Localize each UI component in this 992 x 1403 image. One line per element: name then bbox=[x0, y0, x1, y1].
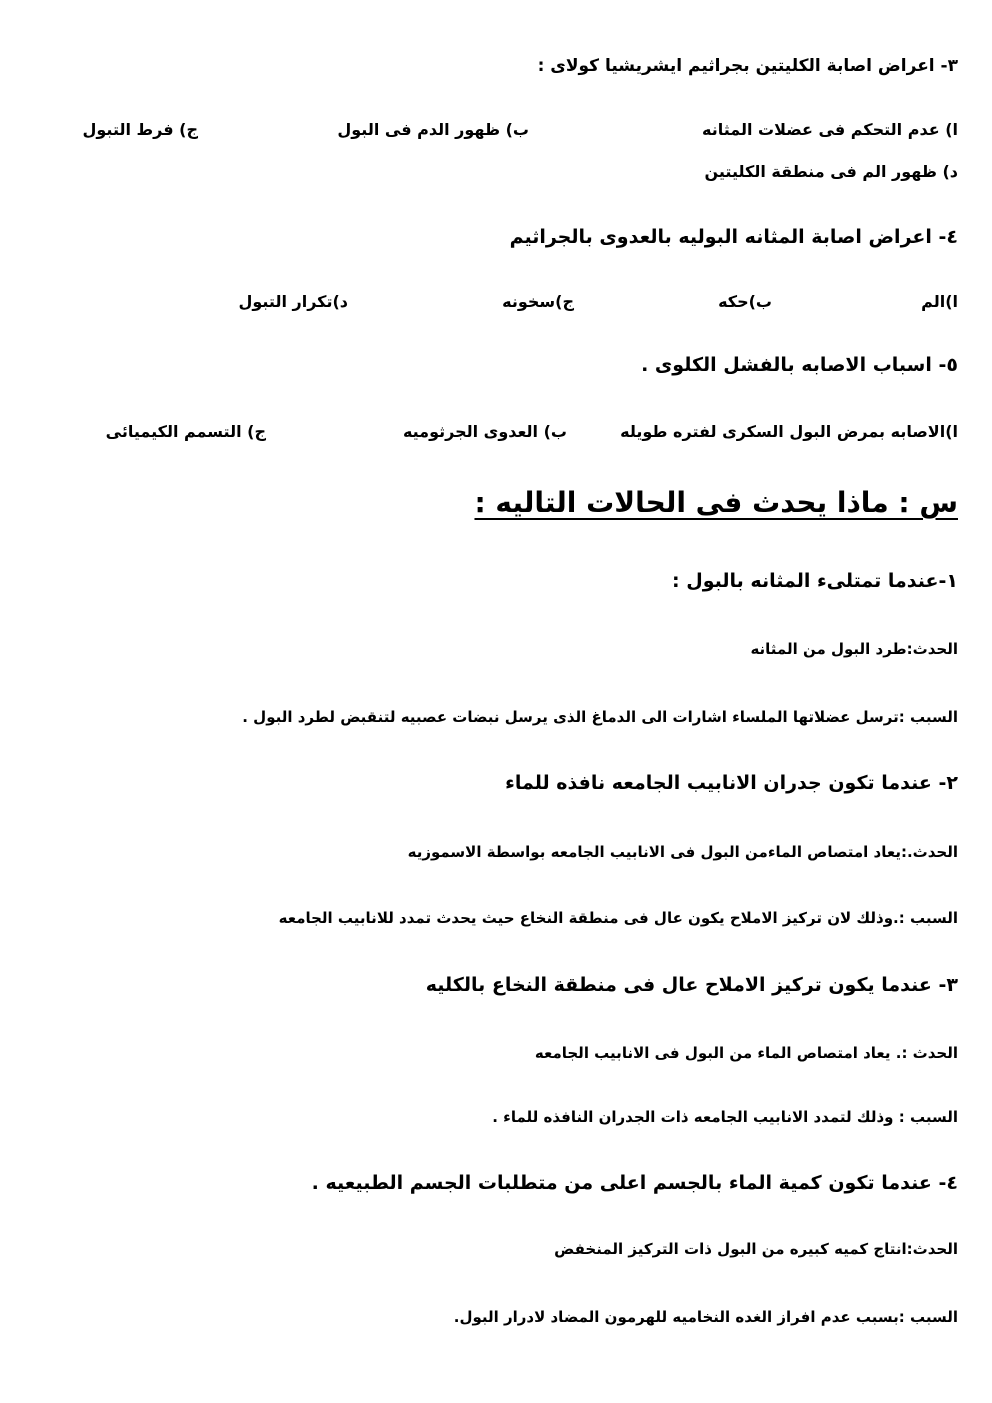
case-2-title: ٢- عندما تكون جدران الانابيب الجامعه نافذه للماء bbox=[505, 772, 958, 794]
case-1-cause: السبب :ترسل عضلاتها الملساء اشارات الى الدماغ الذى يرسل نبضات عصبيه لتنقبض لطرد البول . bbox=[242, 708, 958, 726]
case-3-cause: السبب : وذلك لتمدد الانابيب الجامعه ذات الجدران النافذه للماء . bbox=[492, 1108, 958, 1126]
q5-option-b: ب) العدوى الجرثوميه bbox=[402, 422, 567, 441]
case-3-event: الحدث :. يعاد امتصاص الماء من البول فى الانابيب الجامعه bbox=[534, 1044, 958, 1062]
q4-option-c: ج)سخونه bbox=[502, 292, 574, 311]
case-1-title: ١-عندما تمتلىء المثانه بالبول : bbox=[672, 570, 958, 592]
case-2-event: الحدث.:يعاد امتصاص الماءمن البول فى الانابيب الجامعه بواسطة الاسموزيه bbox=[407, 843, 958, 861]
q3-option-a: ا) عدم التحكم فى عضلات المثانه bbox=[701, 120, 958, 139]
q5-option-a: ا)الاصابه بمرض البول السكرى لفتره طويله bbox=[620, 422, 958, 441]
q3-option-d: د) ظهور الم فى منطقة الكليتين bbox=[704, 162, 958, 181]
q5-option-c: ج) التسمم الكيميائى bbox=[105, 422, 266, 441]
case-3-title: ٣- عندما يكون تركيز الاملاح عال فى منطقة النخاع بالكليه bbox=[425, 974, 958, 996]
case-4-cause: السبب :بسبب عدم افراز الغده النخاميه للهرمون المضاد لادرار البول. bbox=[453, 1308, 958, 1326]
q4-option-b: ب)حكه bbox=[718, 292, 772, 311]
q4-option-a: ا)الم bbox=[921, 292, 958, 311]
q5-title: ٥- اسباب الاصابه بالفشل الكلوى . bbox=[641, 354, 958, 376]
case-1-event: الحدث:طرد البول من المثانه bbox=[750, 640, 958, 658]
q3-option-b: ب) ظهور الدم فى البول bbox=[337, 120, 529, 139]
q4-title: ٤- اعراض اصابة المثانه البوليه بالعدوى بالجراثيم bbox=[509, 226, 958, 248]
case-4-title: ٤- عندما تكون كمية الماء بالجسم اعلى من متطلبات الجسم الطبيعيه . bbox=[311, 1172, 958, 1194]
case-4-event: الحدث:انتاج كميه كبيره من البول ذات التركيز المنخفض bbox=[554, 1240, 958, 1258]
q4-option-d: د)تكرار التبول bbox=[238, 292, 348, 311]
section-heading: س : ماذا يحدث فى الحالات التاليه : bbox=[474, 486, 958, 519]
q3-title: ٣- اعراض اصابة الكليتين بجراثيم ايشريشيا كولاى : bbox=[537, 56, 958, 76]
q3-option-c: ج) فرط التبول bbox=[82, 120, 198, 139]
case-2-cause: السبب :.وذلك لان تركيز الاملاح يكون عال فى منطقة النخاع حيث يحدث تمدد للانابيب الجامعه bbox=[278, 909, 958, 927]
